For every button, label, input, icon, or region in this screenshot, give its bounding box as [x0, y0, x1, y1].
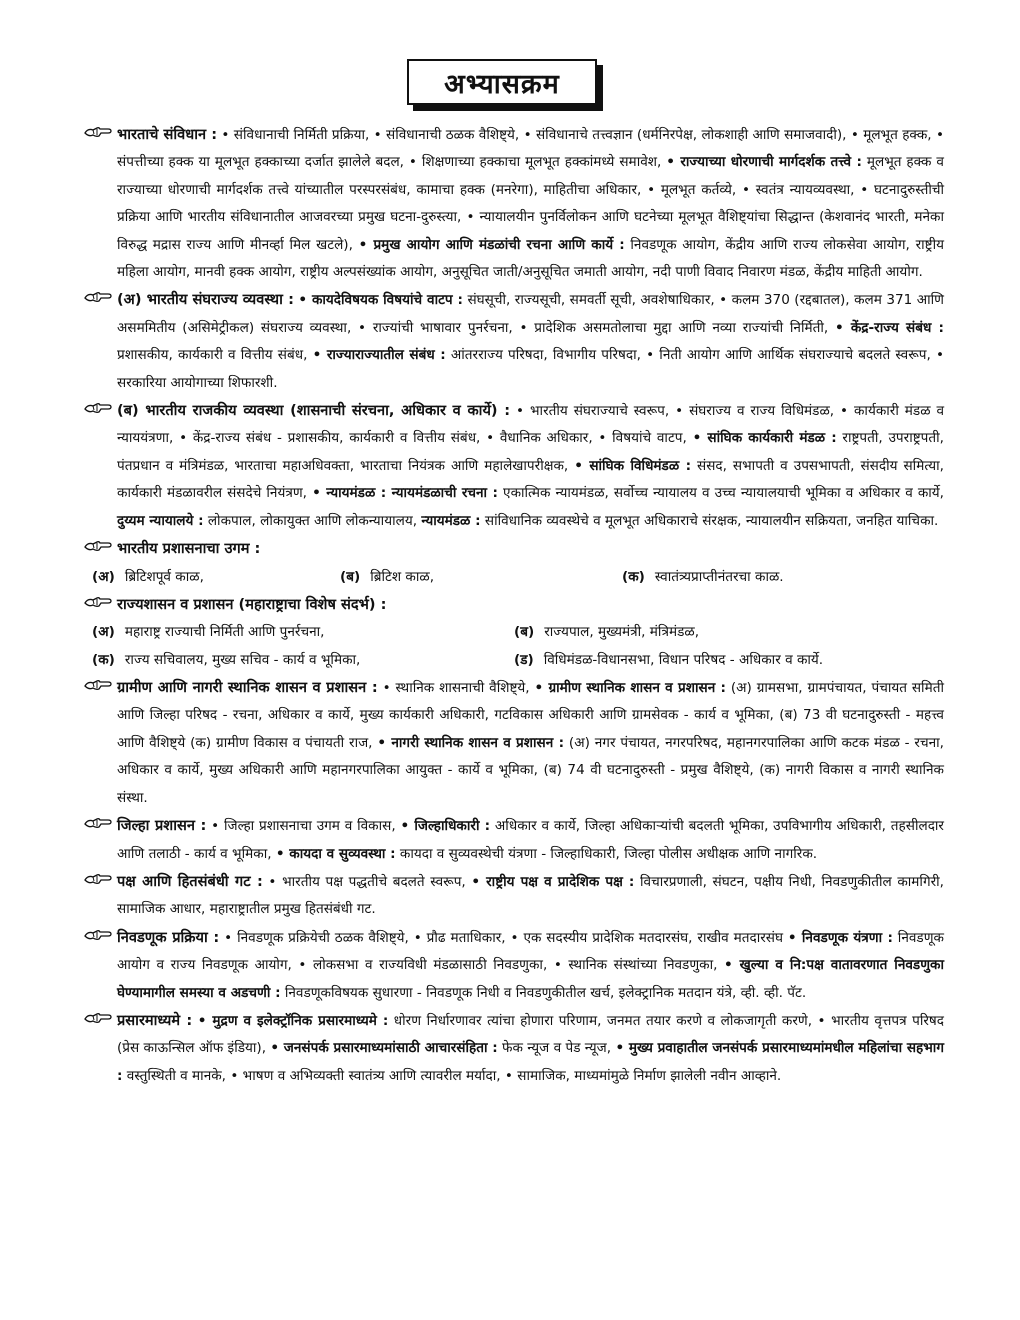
syllabus-section [84, 397, 944, 535]
syllabus-section [84, 868, 944, 924]
origin-item: (अ) ब्रिटिशपूर्व काळ, [92, 568, 204, 585]
section-text: वस्तुस्थिती व मानके, • भाषण व अभिव्यक्ती स्वातंत्र्य आणि त्यावरील मर्यादा, • सामाजिक, माध्यमांमुळे निर्माण झालेली नवीन आव्हाने. [122, 1067, 782, 1084]
section-heading: प्रसारमाध्यमे : [117, 1011, 193, 1029]
state-item: (ब) राज्यपाल, मुख्यमंत्री, मंत्रिमंडळ, [514, 624, 700, 641]
hand-pointing-right-icon [84, 1007, 114, 1034]
section-heading: (अ) भारतीय संघराज्य व्यवस्था : [117, 291, 294, 309]
section-text: • भारतीय संघराज्याचे स्वरूप, • संघराज्य व राज्य विधिमंडळ, • कार्यकारी मंडळ व न्याययंत्रणा, • केंद्र-राज्य संबंध - प्रशासकीय, कार्यकारी व वित्तीय संबंध, • वैधानिक अधिकार, • विषयांचे वाटप, [117, 403, 945, 447]
section-text: • जिल्हा प्रशासनाचा उगम व विकास, [206, 818, 401, 835]
syllabus-section [84, 121, 944, 286]
section-text: (अ) ग्रामसभा, ग्रामपंचायत, पंचायत समिती आणि जिल्हा परिषद - रचना, अधिकार व कार्ये, मुख्य कार्यकारी अधिकारी, गटविकास अधिकारी आणि ग्रामसेवक - कार्य व भूमिका, (ब) 73 वी घटनादुरुस्ती - महत्त्व आणि वैशिष्ट्ये (क) ग्रामीण विकास व पंचायती राज, [117, 680, 944, 751]
section-text: कायदा व सुव्यवस्थेची यंत्रणा - जिल्हाधिकारी, जिल्हा पोलीस अधीक्षक आणि नागरिक. [395, 845, 818, 862]
subheading-text: • नागरी स्थानिक शासन व प्रशासन : [377, 734, 565, 751]
hand-pointing-right-icon [84, 286, 114, 313]
section-text: • संविधानाची निर्मिती प्रक्रिया, • संविधानाची ठळक वैशिष्ट्ये, • संविधानाचे तत्त्वज्ञान (धर्मनिरपेक्ष, लोकशाही आणि समाजवादी), • मूलभूत हक्क, • संपत्तीच्या हक्क या मूलभूत हक्काच्या दर्जात झालेले बदल, • शिक्षणाच्या हक्काचा मूलभूत हक्कांमध्ये समावेश, [117, 127, 944, 171]
subheading-text: • प्रमुख आयोग आणि मंडळांची रचना आणि कार्ये : [358, 236, 625, 253]
section-text: अधिकार व कार्ये, जिल्हा अधिकाऱ्यांची बदलती भूमिका, उपविभागीय अधिकारी, तहसीलदार आणि तलाठी - कार्य व भूमिका, [117, 818, 944, 862]
syllabus-content [84, 121, 944, 1090]
section-heading: पक्ष आणि हितसंबंधी गट : [117, 872, 263, 890]
syllabus-sections-part2 [84, 674, 944, 1090]
section-text: राष्ट्रपती, उपराष्ट्रपती, पंतप्रधान व मंत्रिमंडळ, भारताचा महाअधिवक्ता, भारताचा नियंत्रक आणि महालेखापरीक्षक, [117, 430, 944, 474]
subheading-text: • कायदेविषयक विषयांचे वाटप : [298, 292, 463, 309]
section-text: फेक न्यूज व पेड न्यूज, [497, 1040, 616, 1057]
hand-pointing-right-icon [84, 924, 114, 951]
subheading-text: • जिल्हाधिकारी : [400, 818, 491, 835]
section-heading: जिल्हा प्रशासन : [117, 817, 207, 835]
section-text: निवडणूकविषयक सुधारणा - निवडणूक निधी व निवडणुकीतील खर्च, इलेक्ट्रानिक मतदान यंत्रे, व्ही. व्ही. पॅट. [280, 984, 807, 1001]
syllabus-section [84, 286, 944, 397]
section-text: मूलभूत हक्क व राज्याच्या धोरणाची मार्गदर्शक तत्त्वे यांच्यातील परस्परसंबंध, कामाचा हक्क (मनरेगा), माहितीचा अधिकार, • मूलभूत कर्तव्ये, • स्वतंत्र न्यायव्यवस्था, • घटनादुरुस्तीची प्रक्रिया आणि भारतीय संविधानातील आजवरच्या प्रमुख घटना-दुरुस्त्या, • न्यायालयीन पुनर्विलोकन आणि घटनेच्या मूलभूत वैशिष्ट्यांचा सिद्धान्त (केशवानंद भारती, मनेका विरुद्ध मद्रास राज्य आणि मीनर्व्हा मिल खटले), [117, 154, 944, 253]
hand-pointing-right-icon [84, 868, 114, 895]
section-text: संसद, सभापती व उपसभापती, संसदीय समित्या, कार्यकारी मंडळावरील संसदेचे नियंत्रण, [117, 457, 945, 502]
state-item: (ड) विधिमंडळ-विधानसभा, विधान परिषद - अधिकार व कार्ये. [514, 651, 824, 668]
subheading-text: • केंद्र-राज्य संबंध : [834, 319, 944, 336]
section-text: • निवडणूक प्रक्रियेची ठळक वैशिष्ट्ये, • प्रौढ मताधिकार, • एक सदस्यीय प्रादेशिक मतदारसंघ, राखीव मतदारसंघ [219, 929, 788, 946]
subheading-text: • जनसंपर्क प्रसारमाध्यमांसाठी आचारसंहिता : [270, 1040, 498, 1057]
origin-item: (ब) ब्रिटिश काळ, [340, 568, 435, 585]
section-text: विचारप्रणाली, संघटन, पक्षीय निधी, निवडणुकीतील कामगिरी, सामाजिक आधार, महाराष्ट्रातील प्रमुख हितसंबंधी गट. [117, 873, 945, 918]
hand-pointing-right-icon [84, 591, 114, 618]
origin-items-row [84, 564, 944, 591]
origin-item: (क) स्वातंत्र्यप्राप्तीनंतरचा काळ. [622, 568, 784, 585]
section-text: निवडणूक आयोग, केंद्रीय आणि राज्य लोकसेवा आयोग, राष्ट्रीय महिला आयोग, मानवी हक्क आयोग, राष्ट्रीय अल्पसंख्यांक आयोग, अनुसूचित जाती/अनुसूचित जमाती आयोग, नदी पाणी विवाद निवारण मंडळ, केंद्रीय माहिती आयोग. [117, 236, 944, 281]
hand-pointing-right-icon [84, 121, 114, 148]
section-text: (अ) नगर पंचायत, नगरपरिषद, महानगरपालिका आणि कटक मंडळ - रचना, अधिकार व कार्ये, मुख्य अधिकारी आणि महानगरपालिका आयुक्त - कार्ये व भूमिका, (ब) 74 वी घटनादुरुस्ती - प्रमुख वैशिष्ट्ये, (क) नागरी विकास व नागरी स्थानिक संस्था. [117, 734, 945, 806]
syllabus-section [84, 924, 944, 1007]
syllabus-section [84, 812, 944, 868]
section-text: प्रशासकीय, कार्यकारी व वित्तीय संबंध, [117, 347, 313, 364]
section-text: एकात्मिक न्यायमंडळ, सर्वोच्च न्यायालय व उच्च न्यायालयाची भूमिका व अधिकार व कार्ये, [498, 485, 944, 502]
hand-pointing-right-icon [84, 535, 114, 562]
section-text: धोरण निर्धारणावर त्यांचा होणारा परिणाम, जनमत तयार करणे व लोकजागृती करणे, • भारतीय वृत्तपत्र परिषद (प्रेस काऊन्सिल ऑफ इंडिया), [117, 1012, 944, 1057]
section-text: निवडणूक आयोग व राज्य निवडणूक आयोग, • लोकसभा व राज्यविधी मंडळासाठी निवडणुका, • स्थानिक संस्थांच्या निवडणुका, [117, 929, 944, 974]
subheading-text: • मुख्य प्रवाहातील जनसंपर्क प्रसारमाध्यमांमधील महिलांचा सहभाग : [117, 1040, 944, 1084]
section-text: • स्थानिक शासनाची वैशिष्ट्ये, [377, 680, 535, 697]
section-text: आंतरराज्य परिषदा, विभागीय परिषदा, • निती आयोग आणि आर्थिक संघराज्याचे बदलते स्वरूप, • सरकारिया आयोगाच्या शिफारशी. [117, 347, 944, 391]
section-text: • भारतीय पक्ष पद्धतीचे बदलते स्वरूप, [262, 873, 472, 890]
subheading-text: • सांघिक कार्यकारी मंडळ : [692, 430, 837, 447]
page-title: अभ्यासक्रम [407, 59, 597, 105]
subheading-text: • खुल्या व नि:पक्ष वातावरणात निवडणुका घेण्यामागील समस्या व अडचणी : [117, 957, 944, 1001]
section-heading: भारताचे संविधान : [117, 126, 218, 143]
syllabus-section [84, 1007, 944, 1090]
section-heading: ग्रामीण आणि नागरी स्थानिक शासन व प्रशासन : [117, 679, 378, 697]
state-items-row [84, 647, 944, 674]
subheading-text: • ग्रामीण स्थानिक शासन व प्रशासन : [534, 680, 726, 697]
subheading-text: दुय्यम न्यायालये : [117, 512, 204, 529]
hand-pointing-right-icon [84, 674, 114, 701]
subheading-text: • राज्याराज्यातील संबंध : [312, 347, 446, 364]
subheading-text: • मुद्रण व इलेक्ट्रॉनिक प्रसारमाध्यमे : [197, 1012, 389, 1029]
hand-pointing-right-icon [84, 812, 114, 839]
state-item: (अ) महाराष्ट्र राज्याची निर्मिती आणि पुनर्रचना, [92, 624, 325, 641]
hand-pointing-right-icon [84, 397, 114, 424]
section-heading: (ब) भारतीय राजकीय व्यवस्था (शासनाची संरचना, अधिकार व कार्ये) : [117, 402, 511, 420]
subheading-text: • सांघिक विधिमंडळ : [574, 457, 692, 474]
subheading-text: • कायदा व सुव्यवस्था : [275, 845, 396, 862]
syllabus-section [84, 535, 944, 563]
state-item: (क) राज्य सचिवालय, मुख्य सचिव - कार्य व भूमिका, [92, 651, 361, 668]
subheading-text: • निवडणूक यंत्रणा : [787, 929, 893, 946]
subheading-text: न्यायमंडळ : [421, 512, 481, 529]
section-heading: निवडणूक प्रक्रिया : [117, 928, 220, 946]
syllabus-section [84, 674, 944, 812]
section-text: लोकपाल, लोकायुक्त आणि लोकन्यायालय, [203, 512, 422, 529]
section-heading: भारतीय प्रशासनाचा उगम : [117, 540, 261, 558]
section-text: सांविधानिक व्यवस्थेचे व मूलभूत अधिकाराचे संरक्षक, न्यायालयीन सक्रियता, जनहित याचिका. [480, 512, 939, 529]
subheading-text: • राष्ट्रीय पक्ष व प्रादेशिक पक्ष : [471, 873, 635, 890]
syllabus-sections-part1 [84, 121, 944, 564]
syllabus-section [84, 591, 944, 619]
state-items-row [84, 619, 944, 646]
section-heading: राज्यशासन व प्रशासन (महाराष्ट्राचा विशेष संदर्भ) : [117, 595, 387, 613]
subheading-text: • राज्याच्या धोरणाची मार्गदर्शक तत्त्वे : [666, 154, 862, 171]
page-title-frame [407, 59, 603, 111]
section-text: संघसूची, राज्यसूची, समवर्ती सूची, अवशेषाधिकार, • कलम 370 (रद्दबातल), कलम 371 आणि असममितीय (असिमेट्रीकल) संघराज्य व्यवस्था, • राज्यांची भाषावार पुनर्रचना, • प्रादेशिक असमतोलाचा मुद्दा आणि नव्या राज्यांची निर्मिती, [117, 292, 944, 336]
subheading-text: • न्यायमंडळ : न्यायमंडळाची रचना : [312, 485, 498, 502]
